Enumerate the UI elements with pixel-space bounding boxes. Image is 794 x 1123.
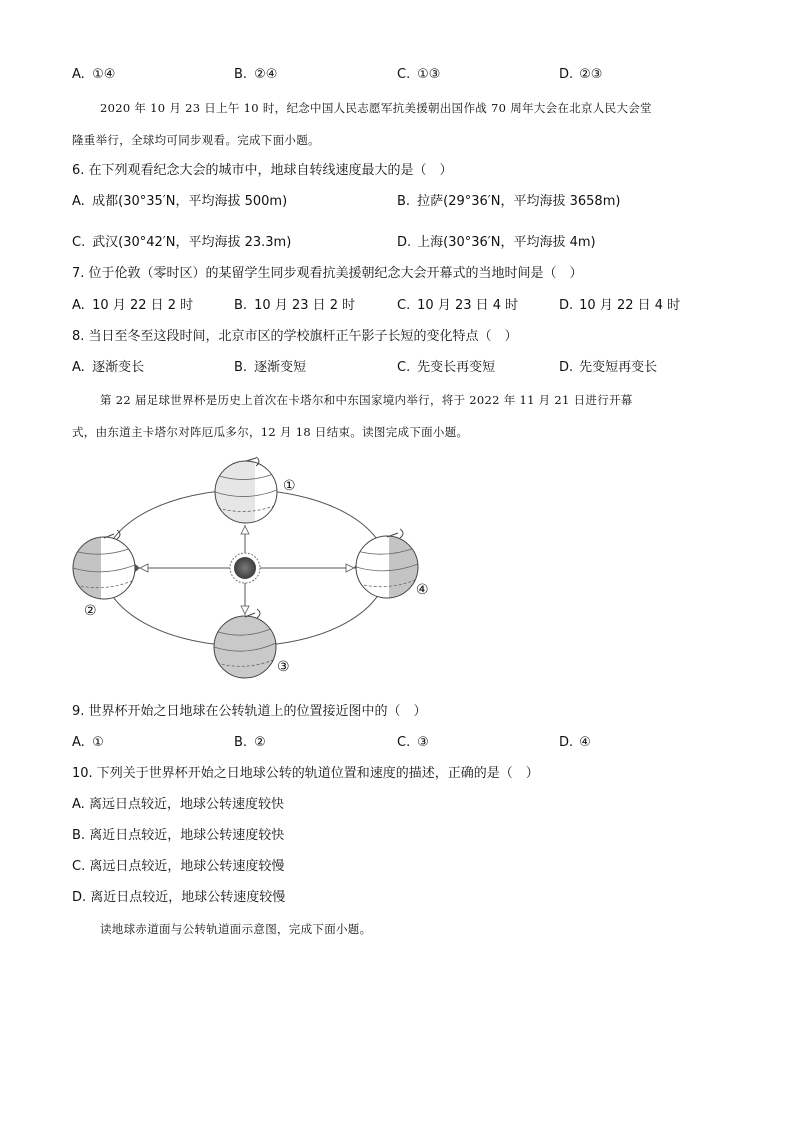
- q10-option-b[interactable]: B. 离近日点较近，地球公转速度较快: [72, 828, 285, 843]
- axis-arrowhead-down: [241, 606, 249, 614]
- q5-option-b[interactable]: B. ②④: [234, 67, 278, 82]
- q5-option-a[interactable]: A. ①④: [72, 67, 116, 82]
- q7-stem: 7. 位于伦敦（零时区）的某留学生同步观看抗美援朝纪念大会开幕式的当地时间是（ ）: [72, 266, 583, 281]
- q6-options-row1: [72, 193, 732, 211]
- q8-options: [72, 359, 732, 377]
- earth-position-2: [73, 530, 135, 605]
- q9-option-c[interactable]: C. ③: [397, 735, 429, 750]
- q5-option-c[interactable]: C. ①③: [397, 67, 441, 82]
- q6-option-c[interactable]: C. 武汉(30°42′N，平均海拔 23.3m): [72, 235, 292, 250]
- q8-option-b[interactable]: B. 逐渐变短: [234, 360, 307, 375]
- earth-position-3: [214, 609, 276, 678]
- q8-option-d[interactable]: D. 先变短再变长: [559, 360, 658, 375]
- q10-option-a[interactable]: A. 离远日点较近，地球公转速度较快: [72, 797, 284, 812]
- q8-option-a[interactable]: A. 逐渐变长: [72, 360, 145, 375]
- q10-option-d[interactable]: D. 离近日点较近，地球公转速度较慢: [72, 890, 286, 905]
- q5-options: [72, 66, 732, 84]
- label-position-2: ②: [84, 603, 97, 619]
- sun-icon: [230, 553, 260, 583]
- q7-option-c[interactable]: C. 10 月 23 日 4 时: [397, 298, 519, 313]
- q10-stem: 10. 下列关于世界杯开始之日地球公转的轨道位置和速度的描述，正确的是（ ）: [72, 766, 539, 781]
- q9-stem: 9. 世界杯开始之日地球在公转轨道上的位置接近图中的（ ）: [72, 704, 427, 719]
- earth-orbit-diagram: [60, 455, 440, 685]
- label-position-4: ④: [416, 582, 429, 598]
- q6-stem: 6. 在下列观看纪念大会的城市中，地球自转线速度最大的是（ ）: [72, 163, 453, 178]
- earth-position-1: [215, 457, 285, 529]
- axis-arrowhead-up: [241, 526, 249, 534]
- passage3-line1: 读地球赤道面与公转轨道面示意图，完成下面小题。: [100, 922, 372, 936]
- q6-options-row2: [72, 234, 732, 252]
- q6-option-a[interactable]: A. 成都(30°35′N，平均海拔 500m): [72, 194, 288, 209]
- passage1-line1: 2020 年 10 月 23 日上午 10 时，纪念中国人民志愿军抗美援朝出国作战 70 周年大会在北京人民大会堂: [100, 101, 652, 115]
- earth-position-4: [356, 529, 419, 603]
- q7-options: [72, 297, 732, 315]
- passage1-line2: 隆重举行，全球均可同步观看。完成下面小题。: [72, 133, 320, 147]
- q6-option-b[interactable]: B. 拉萨(29°36′N，平均海拔 3658m): [397, 194, 621, 209]
- label-position-1: ①: [283, 478, 296, 494]
- axis-arrowhead-right: [346, 564, 354, 572]
- q6-option-d[interactable]: D. 上海(30°36′N，平均海拔 4m): [397, 235, 596, 250]
- q9-option-b[interactable]: B. ②: [234, 735, 266, 750]
- passage2-line1: 第 22 届足球世界杯是历史上首次在卡塔尔和中东国家境内举行，将于 2022 年 11 月 21 日进行开幕: [100, 393, 633, 407]
- axis-arrowhead-left: [140, 564, 148, 572]
- q7-option-b[interactable]: B. 10 月 23 日 2 时: [234, 298, 356, 313]
- q5-option-d[interactable]: D. ②③: [559, 67, 603, 82]
- q9-option-a[interactable]: A. ①: [72, 735, 104, 750]
- q10-option-c[interactable]: C. 离远日点较近，地球公转速度较慢: [72, 859, 285, 874]
- q8-stem: 8. 当日至冬至这段时间，北京市区的学校旗杆正午影子长短的变化特点（ ）: [72, 329, 518, 344]
- q9-option-d[interactable]: D. ④: [559, 735, 591, 750]
- passage2-line2: 式，由东道主卡塔尔对阵厄瓜多尔，12 月 18 日结束。读图完成下面小题。: [72, 425, 469, 439]
- q9-options: [72, 734, 732, 752]
- q8-option-c[interactable]: C. 先变长再变短: [397, 360, 496, 375]
- q7-option-d[interactable]: D. 10 月 22 日 4 时: [559, 298, 681, 313]
- label-position-3: ③: [277, 659, 290, 675]
- q7-option-a[interactable]: A. 10 月 22 日 2 时: [72, 298, 194, 313]
